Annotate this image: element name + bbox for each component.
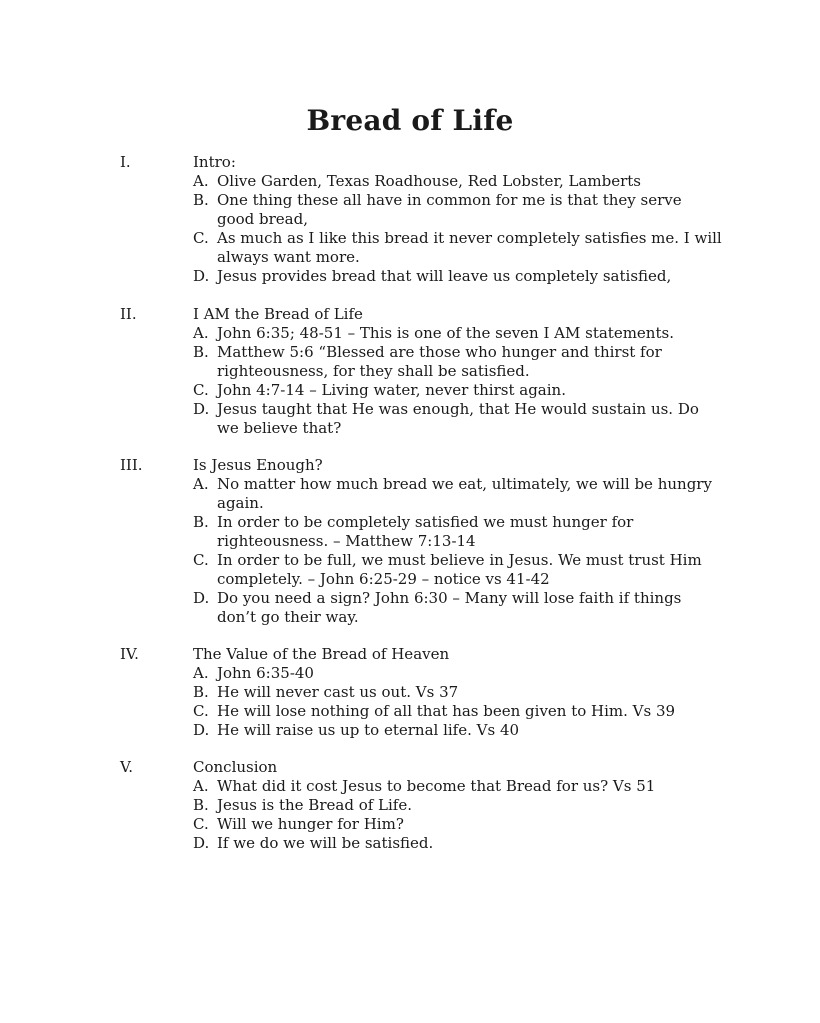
item-letter: B. [193,796,209,814]
outline-item [193,172,723,191]
item-letter: B. [193,513,209,531]
outline-item [193,589,723,627]
page-title: Bread of Life [306,103,514,137]
item-text: He will raise us up to eternal life. Vs 40 [217,721,520,739]
item-text: One thing these all have in common for me is that they serve good bread, [217,191,682,228]
item-text: If we do we will be satisfied. [217,834,434,852]
item-text: He will never cast us out. Vs 37 [217,683,459,701]
section-items [193,777,723,853]
item-letter: A. [193,475,209,493]
outline-item [193,796,723,815]
section-numeral: I. [120,153,131,171]
item-letter: D. [193,400,210,418]
item-text: John 6:35; 48-51 – This is one of the seven I AM statements. [217,324,674,342]
outline-item [193,551,723,589]
section-heading: Intro: [193,153,236,171]
outline-item [193,513,723,551]
item-letter: D. [193,589,210,607]
item-text: Jesus taught that He was enough, that He would sustain us. Do we believe that? [217,400,699,437]
item-text: Do you need a sign? John 6:30 – Many will lose faith if things don’t go their way. [217,589,682,626]
item-text: John 4:7-14 – Living water, never thirst again. [217,381,566,399]
outline-item [193,343,723,381]
outline-item [193,664,723,683]
outline-item [193,721,723,740]
section-heading: The Value of the Bread of Heaven [193,645,450,663]
outline-item [193,267,723,286]
outline-item [193,834,723,853]
section-heading: Is Jesus Enough? [193,456,323,474]
item-text: As much as I like this bread it never completely satisfies me. I will always want more. [217,229,722,266]
outline-item [193,777,723,796]
section-items [193,324,723,438]
section-numeral: IV. [120,645,139,663]
section-numeral: III. [120,456,143,474]
section-numeral: II. [120,305,137,323]
outline-item [193,815,723,834]
outline-item [193,683,723,702]
item-text: Jesus is the Bread of Life. [217,796,412,814]
outline-item [193,475,723,513]
item-text: No matter how much bread we eat, ultimately, we will be hungry again. [217,475,712,512]
item-text: In order to be full, we must believe in Jesus. We must trust Him completely. – John 6:25-29 – notice vs 41-42 [217,551,702,588]
item-text: He will lose nothing of all that has been given to Him. Vs 39 [217,702,676,720]
item-letter: A. [193,777,209,795]
item-letter: A. [193,324,209,342]
item-letter: C. [193,551,209,569]
outline-item [193,702,723,721]
item-letter: A. [193,664,209,682]
item-letter: D. [193,834,210,852]
outline-item [193,400,723,438]
outline-item [193,191,723,229]
item-letter: C. [193,702,209,720]
outline-item [193,324,723,343]
item-text: In order to be completely satisfied we must hunger for righteousness. – Matthew 7:13-14 [217,513,634,550]
item-letter: D. [193,267,210,285]
outline-item [193,229,723,267]
item-text: Will we hunger for Him? [217,815,404,833]
section-items [193,664,723,740]
item-letter: C. [193,229,209,247]
item-letter: B. [193,191,209,209]
item-letter: C. [193,815,209,833]
section-numeral: V. [120,758,133,776]
item-letter: C. [193,381,209,399]
item-text: Jesus provides bread that will leave us completely satisfied, [217,267,672,285]
item-letter: B. [193,683,209,701]
section-heading: Conclusion [193,758,278,776]
item-text: Olive Garden, Texas Roadhouse, Red Lobster, Lamberts [217,172,641,190]
item-text: Matthew 5:6 “Blessed are those who hunger and thirst for righteousness, for they shall be satisfied. [217,343,662,380]
item-letter: D. [193,721,210,739]
section-items [193,172,723,286]
item-text: John 6:35-40 [217,664,314,682]
item-letter: B. [193,343,209,361]
item-text: What did it cost Jesus to become that Bread for us? Vs 51 [217,777,656,795]
section-items [193,475,723,627]
item-letter: A. [193,172,209,190]
section-heading: I AM the Bread of Life [193,305,363,323]
outline-item [193,381,723,400]
